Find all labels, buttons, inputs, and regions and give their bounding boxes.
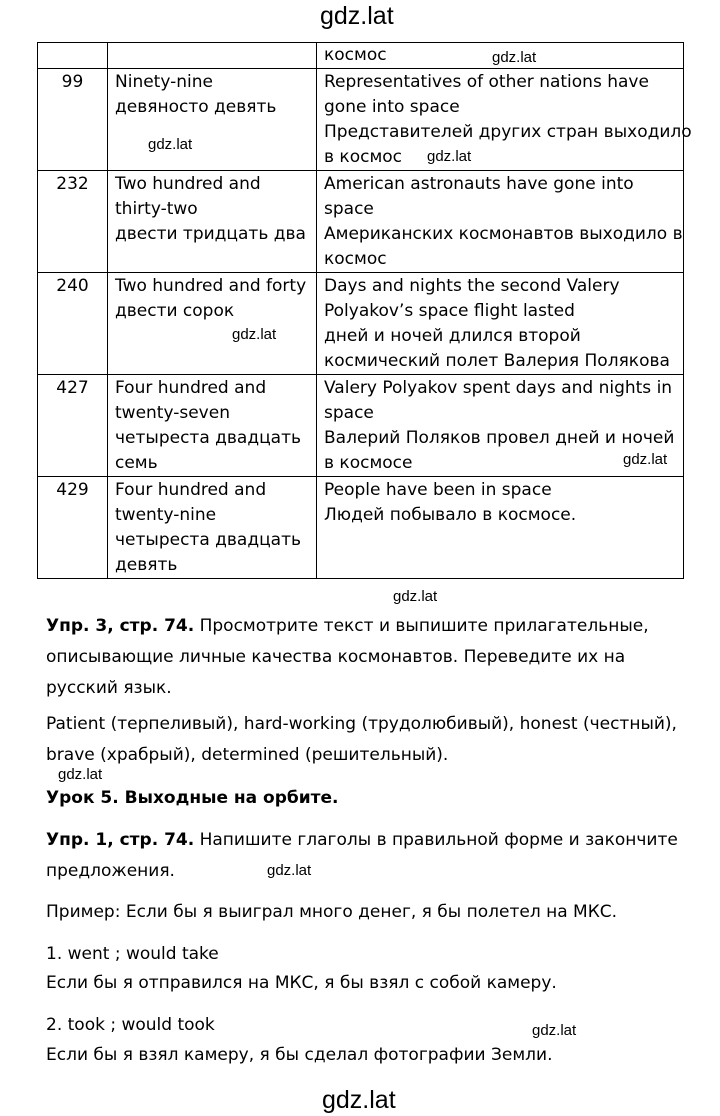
table-row bbox=[38, 273, 684, 375]
exercise-1-answer-2: 2. took ; would took bbox=[46, 1015, 215, 1035]
exercise-1-sentence-2: Если бы я взял камеру, я бы сделал фотографии Земли. bbox=[46, 1045, 553, 1065]
watermark: gdz.lat bbox=[393, 588, 438, 605]
exercise-1-answer-1: 1. went ; would take bbox=[46, 944, 219, 964]
watermark: gdz.lat bbox=[532, 1022, 577, 1039]
table-cell-text: Representatives of other nations have gone into space Представителей других стран выходило в космос bbox=[317, 69, 684, 171]
table-cell-word: Ninety-nine девяносто девять bbox=[108, 69, 317, 171]
table-cell-text: Valery Polyakov spent days and nights in space Валерий Поляков провел дней и ночей в космосе bbox=[317, 375, 684, 477]
table-cell-number: 232 bbox=[38, 171, 108, 273]
table-row bbox=[38, 375, 684, 477]
table-cell-text: American astronauts have gone into space Американских космонавтов выходило в космос bbox=[317, 171, 684, 273]
table-cell-word: Two hundred and forty двести сорок bbox=[108, 273, 317, 375]
exercise-3-instruction bbox=[46, 611, 696, 704]
table-cell-text: космос bbox=[324, 45, 387, 65]
table-cell-text: People have been in space Людей побывало в космосе. bbox=[317, 477, 684, 579]
exercise-3-text: Просмотрите текст и выпишите прилагательные, описывающие личные качества космонавтов. Переведите их на русский язык. bbox=[46, 616, 649, 698]
numbers-table bbox=[37, 42, 692, 579]
watermark: gdz.lat bbox=[267, 862, 312, 879]
exercise-3-label: Упр. 3, стр. 74. bbox=[46, 616, 195, 636]
table-row bbox=[38, 43, 684, 69]
watermark: gdz.lat bbox=[58, 766, 103, 783]
watermark: gdz.lat bbox=[623, 451, 668, 468]
table-cell-number: 240 bbox=[38, 273, 108, 375]
exercise-1-example: Пример: Если бы я выиграл много денег, я бы полетел на МКС. bbox=[46, 902, 618, 922]
watermark: gdz.lat bbox=[492, 49, 537, 66]
table-cell-word: Four hundred and twenty-seven четыреста двадцать семь bbox=[108, 375, 317, 477]
watermark-bottom: gdz.lat bbox=[322, 1086, 396, 1114]
table-cell bbox=[317, 43, 684, 69]
exercise-1-label: Упр. 1, стр. 74. bbox=[46, 830, 195, 850]
table-row bbox=[38, 171, 684, 273]
watermark: gdz.lat bbox=[232, 326, 277, 343]
table-row bbox=[38, 69, 684, 171]
table-cell-word: Two hundred and thirty-two двести тридцать два bbox=[108, 171, 317, 273]
table-cell bbox=[108, 43, 317, 69]
exercise-1-text: Напишите глаголы в правильной форме и закончите предложения. bbox=[46, 830, 678, 881]
table-row bbox=[38, 477, 684, 579]
exercise-1-sentence-1: Если бы я отправился на МКС, я бы взял с собой камеру. bbox=[46, 973, 557, 993]
exercise-3-answer: Patient (терпеливый), hard-working (трудолюбивый), honest (честный), brave (храбрый), determined (решительный). bbox=[46, 714, 677, 765]
watermark: gdz.lat bbox=[148, 136, 193, 153]
table-cell-number: 427 bbox=[38, 375, 108, 477]
table-cell bbox=[38, 43, 108, 69]
table-cell-word: Four hundred and twenty-nine четыреста двадцать девять bbox=[108, 477, 317, 579]
table-cell-text: Days and nights the second Valery Polyakov’s space flight lasted дней и ночей длился второй космический полет Валерия Полякова bbox=[317, 273, 684, 375]
watermark: gdz.lat bbox=[427, 148, 472, 165]
table-cell-number: 429 bbox=[38, 477, 108, 579]
table-cell-number: 99 bbox=[38, 69, 108, 171]
exercise-1-instruction bbox=[46, 825, 696, 887]
watermark-top: gdz.lat bbox=[320, 2, 394, 30]
lesson-5-title: Урок 5. Выходные на орбите. bbox=[46, 788, 339, 808]
